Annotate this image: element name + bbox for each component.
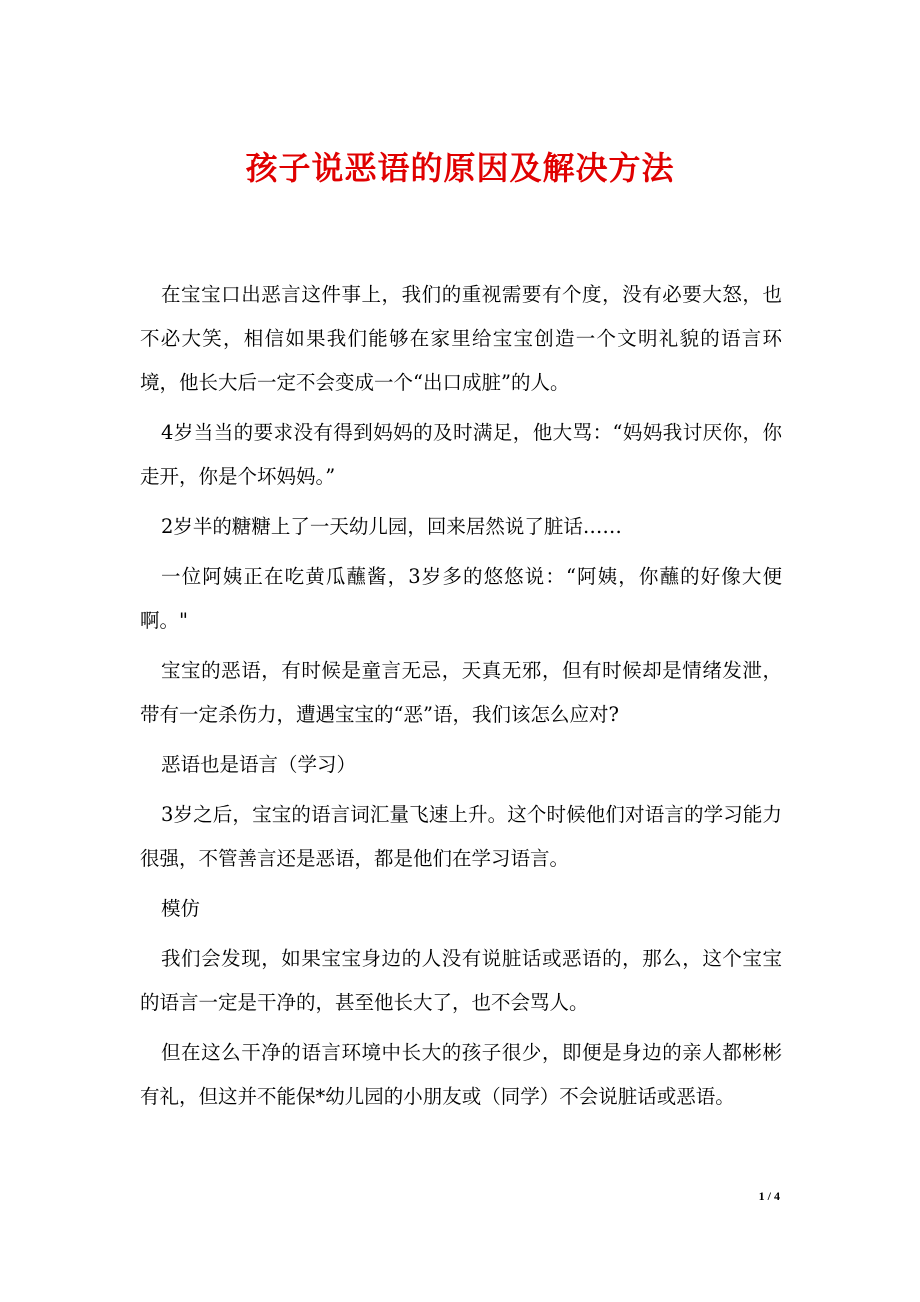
- paragraph: 4岁当当的要求没有得到妈妈的及时满足，他大骂：“妈妈我讨厌你，你走开，你是个坏妈妈。”: [140, 421, 782, 488]
- paragraph: 在宝宝口出恶言这件事上，我们的重视需要有个度，没有必要大怒，也不必大笑，相信如果我们能够在家里给宝宝创造一个文明礼貌的语言环境，他长大后一定不会变成一个“出口成脏”的人。: [140, 283, 782, 394]
- section-heading: 恶语也是语言（学习）: [161, 753, 357, 776]
- paragraph: 我们会发现，如果宝宝身边的人没有说脏话或恶语的，那么，这个宝宝的语言一定是干净的，甚至他长大了，也不会骂人。: [140, 947, 782, 1014]
- paragraph: 但在这么干净的语言环境中长大的孩子很少，即便是身边的亲人都彬彬有礼，但这并不能保*幼儿园的小朋友或（同学）不会说脏话或恶语。: [140, 1041, 782, 1108]
- document-title: 孩子说恶语的原因及解决方法: [245, 149, 675, 187]
- paragraph: 宝宝的恶语，有时候是童言无忌，天真无邪，但有时候却是情绪发泄，带有一定杀伤力，遭遇宝宝的“恶”语，我们该怎么应对?: [140, 659, 782, 726]
- paragraph: 一位阿姨正在吃黄瓜蘸酱，3岁多的悠悠说：“阿姨，你蘸的好像大便啊。": [140, 565, 782, 632]
- page-number: 1 / 4: [758, 1189, 780, 1203]
- document-body: [140, 273, 782, 1125]
- section-heading: 模仿: [161, 897, 201, 920]
- paragraph: 3岁之后，宝宝的语言词汇量飞速上升。这个时候他们对语言的学习能力很强，不管善言还是恶语，都是他们在学习语言。: [140, 803, 782, 870]
- paragraph: 2岁半的糖糖上了一天幼儿园，回来居然说了脏话……: [161, 515, 622, 538]
